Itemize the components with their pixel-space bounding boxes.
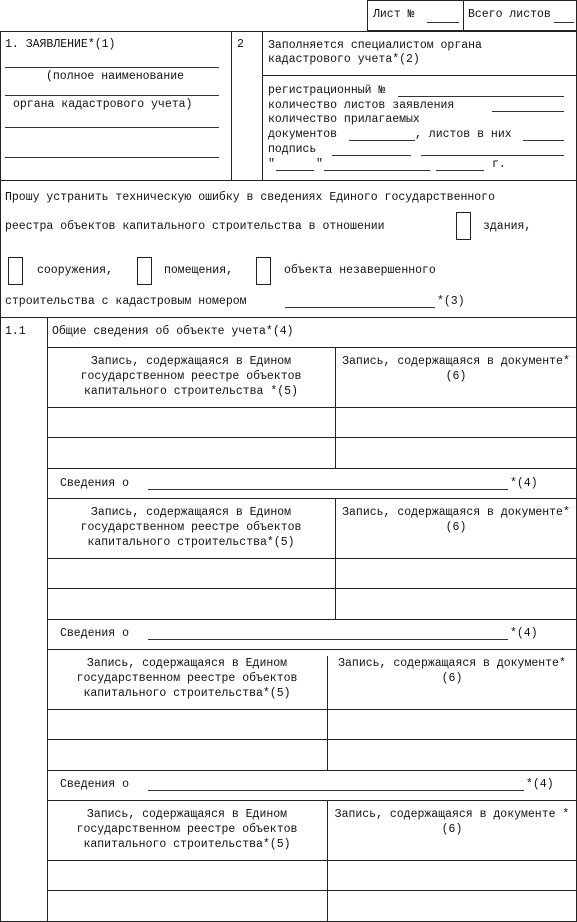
- egr-record-cell[interactable]: [48, 740, 326, 769]
- sheet-number-label: Лист №: [373, 8, 415, 21]
- date-day-field[interactable]: [276, 170, 314, 171]
- total-sheets-field[interactable]: [554, 22, 574, 23]
- document-record-header: Запись, содержащаяся в документе*(6): [342, 506, 570, 534]
- attached-sheets-field[interactable]: [523, 140, 564, 141]
- document-record-cell[interactable]: [336, 408, 576, 437]
- sheets-count-label: количество листов заявления: [268, 99, 455, 112]
- authority-caption-1: (полное наименование: [46, 70, 185, 83]
- sheet-number-field[interactable]: [427, 22, 459, 23]
- document-record-header: Запись, содержащаяся в документе *(6): [334, 808, 570, 836]
- subsection-title: Общие сведения об объекте учета*(4): [52, 325, 294, 338]
- date-year-field[interactable]: [436, 170, 484, 171]
- unfinished-checkbox[interactable]: [256, 257, 271, 285]
- document-record-cell[interactable]: [328, 891, 576, 921]
- structure-option-label: сооружения,: [37, 264, 113, 277]
- document-record-cell[interactable]: [336, 438, 576, 467]
- authority-caption-2: органа кадастрового учета): [13, 98, 193, 111]
- egr-record-cell[interactable]: [48, 559, 334, 588]
- premises-option-label: помещения,: [164, 264, 234, 277]
- section-2-title-1: Заполняется специалистом органа: [268, 39, 482, 52]
- egr-record-cell[interactable]: [48, 861, 326, 890]
- egr-record-header: Запись, содержащаяся в Едином государственном реестре объектов капитального строительства *(5): [80, 355, 302, 398]
- attached-docs-label-1: количество прилагаемых: [268, 113, 420, 126]
- application-title: 1. ЗАЯВЛЕНИЕ*(1): [5, 38, 116, 51]
- info-about-label: Сведения о: [60, 627, 130, 640]
- document-record-cell[interactable]: [328, 710, 576, 739]
- info-about-label: Сведения о: [60, 778, 130, 791]
- egr-record-header: Запись, содержащаяся в Едином государственном реестре объектов капитального строительства*(5): [76, 808, 298, 851]
- total-sheets-label: Всего листов: [468, 8, 551, 21]
- cadastral-number-footnote: *(3): [437, 295, 465, 308]
- reg-number-label: регистрационный №: [268, 84, 386, 97]
- signature-label: подпись: [268, 143, 317, 156]
- attached-sheets-label: , листов в них: [415, 128, 512, 141]
- info-about-field[interactable]: [148, 489, 508, 490]
- authority-name-field[interactable]: [5, 67, 219, 68]
- building-option-label: здания,: [483, 220, 532, 233]
- egr-record-cell[interactable]: [48, 589, 334, 618]
- request-line-1: Прошу устранить техническую ошибку в сведениях Единого государственного: [5, 191, 495, 204]
- reg-number-field[interactable]: [398, 96, 564, 97]
- premises-checkbox[interactable]: [137, 257, 152, 285]
- egr-record-cell[interactable]: [48, 408, 334, 437]
- document-record-header: Запись, содержащаяся в документе*(6): [342, 355, 570, 383]
- authority-name-field-2[interactable]: [5, 95, 219, 96]
- authority-name-field-4[interactable]: [5, 157, 219, 158]
- info-about-footnote: *(4): [510, 477, 538, 490]
- egr-record-header: Запись, содержащаяся в Едином государственном реестре объектов капитального строительства*(5): [80, 506, 302, 549]
- cadastral-number-field[interactable]: [285, 307, 435, 308]
- info-about-field[interactable]: [148, 639, 508, 640]
- date-quote-close: ": [316, 158, 323, 171]
- structure-checkbox[interactable]: [8, 257, 23, 285]
- document-record-cell[interactable]: [336, 559, 576, 588]
- sheets-count-field[interactable]: [492, 111, 564, 112]
- egr-record-cell[interactable]: [48, 438, 334, 467]
- request-line-2: реестра объектов капитального строительства в отношении: [5, 220, 385, 233]
- signature-name-field[interactable]: [421, 155, 564, 156]
- attached-docs-label-2: документов: [268, 128, 338, 141]
- section-2-number: 2: [237, 38, 244, 51]
- info-about-footnote: *(4): [510, 627, 538, 640]
- date-month-field[interactable]: [324, 170, 430, 171]
- unfinished-option-label: объекта незавершенного: [284, 264, 436, 277]
- attached-docs-field[interactable]: [349, 140, 415, 141]
- info-about-footnote: *(4): [526, 778, 554, 791]
- subsection-number: 1.1: [5, 325, 26, 338]
- section-2-title-2: кадастрового учета*(2): [268, 53, 420, 66]
- document-record-cell[interactable]: [328, 740, 576, 769]
- building-checkbox[interactable]: [456, 212, 471, 240]
- document-record-cell[interactable]: [328, 861, 576, 890]
- date-quote-open: ": [268, 158, 275, 171]
- signature-field[interactable]: [332, 155, 411, 156]
- egr-record-cell[interactable]: [48, 710, 326, 739]
- info-about-field[interactable]: [148, 790, 524, 791]
- request-line-4: строительства с кадастровым номером: [5, 295, 247, 308]
- egr-record-header: Запись, содержащаяся в Едином государственном реестре объектов капитального строительства*(5): [76, 657, 298, 700]
- date-year-label: г.: [492, 158, 506, 171]
- document-record-header: Запись, содержащаяся в документе*(6): [338, 657, 566, 685]
- authority-name-field-3[interactable]: [5, 127, 219, 128]
- document-record-cell[interactable]: [336, 589, 576, 618]
- info-about-label: Сведения о: [60, 477, 130, 490]
- egr-record-cell[interactable]: [48, 891, 326, 921]
